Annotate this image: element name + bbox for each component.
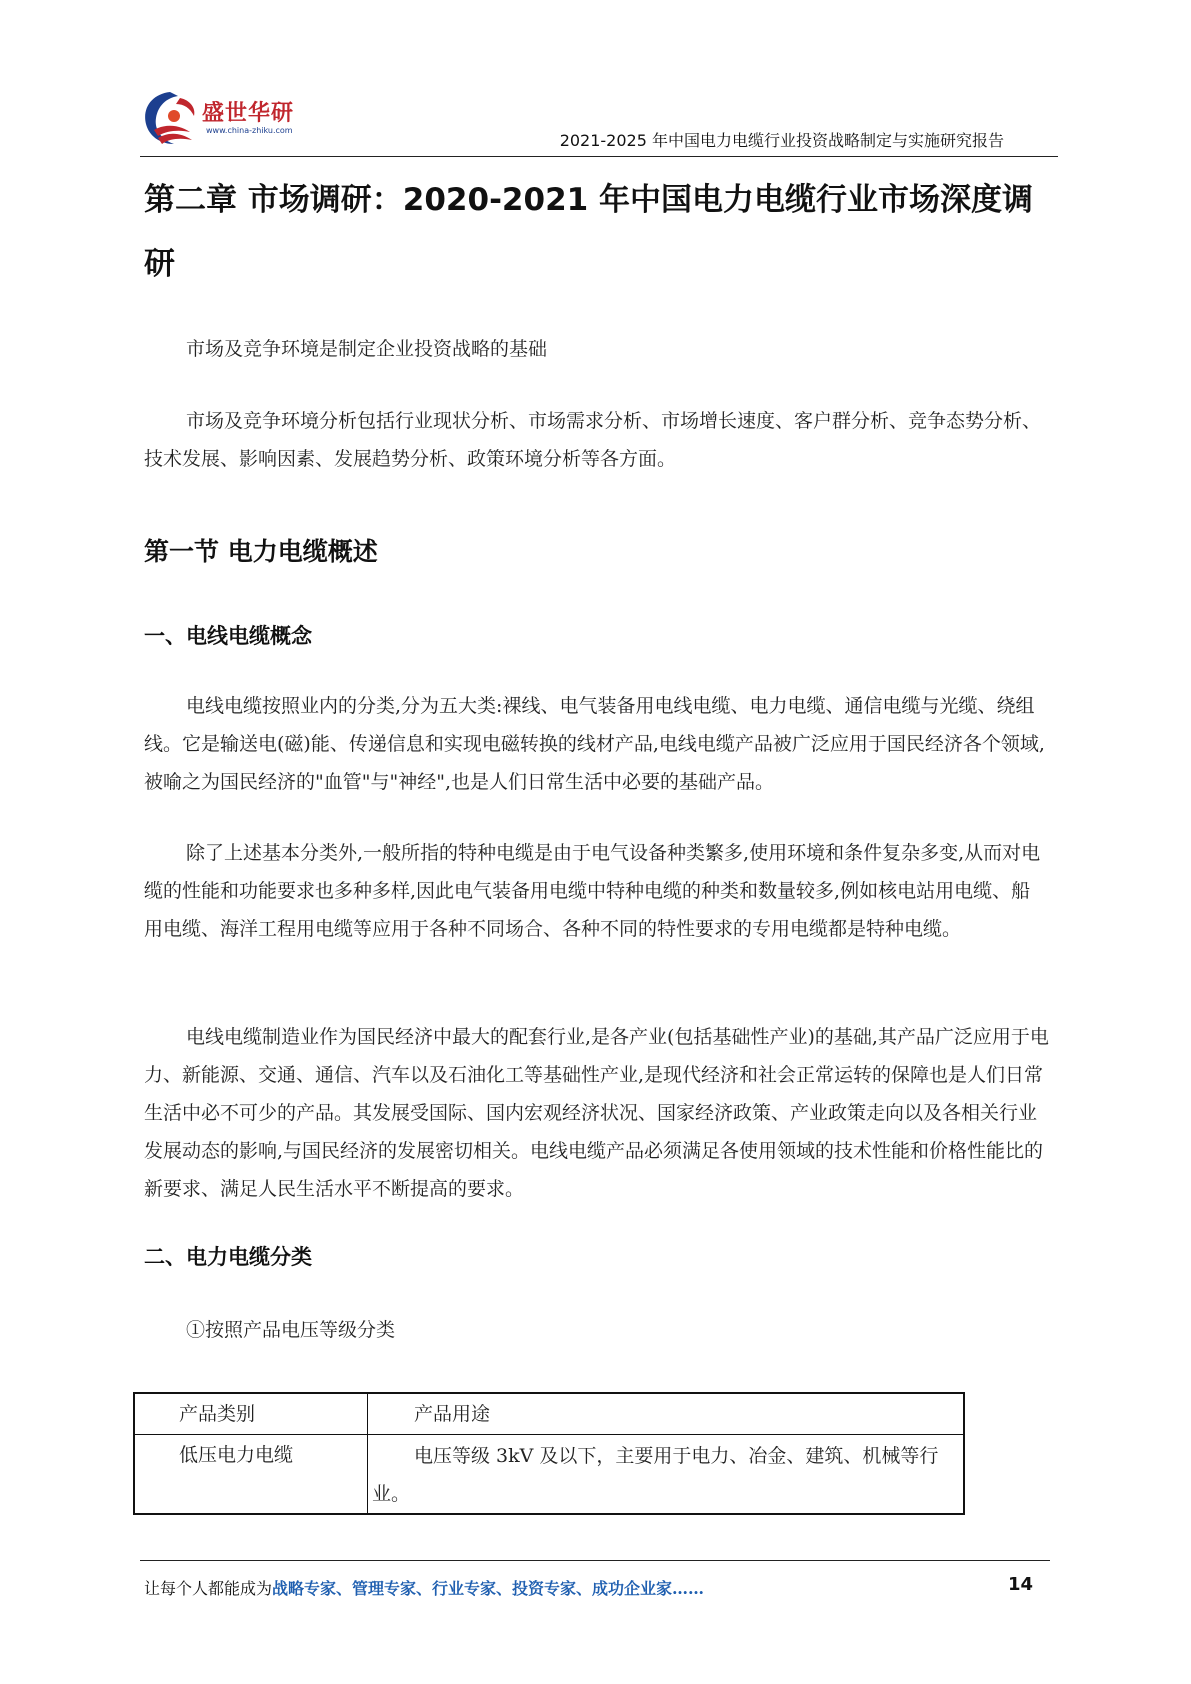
subsection-title-1: 一、电线电缆概念 (144, 624, 312, 648)
footer-slogan-prefix: 让每个人都能成为 (144, 1579, 273, 1598)
classification-note: ①按照产品电压等级分类 (186, 1319, 396, 1341)
body-paragraph-2: 除了上述基本分类外,一般所指的特种电缆是由于电气设备种类繁多,使用环境和条件复杂多变,从而对电缆的性能和功能要求也多种多样,因此电气装备用电缆中特种电缆的种类和数量较多,例如核电站用电缆、船用电缆、海洋工程用电缆等应用于各种不同场合、各种不同的特性要求的专用电缆都是特种电缆。 (144, 842, 1041, 940)
section-title: 第一节 电力电缆概述 (144, 537, 378, 566)
logo-url: www.china-zhiku.com (206, 126, 293, 135)
footer-slogan (144, 1576, 704, 1599)
body-paragraph-3: 电线电缆制造业作为国民经济中最大的配套行业,是各产业(包括基础性产业)的基础,其产品广泛应用于电力、新能源、交通、通信、汽车以及石油化工等基础性产业,是现代经济和社会正常运转的保障也是人们日常生活中必不可少的产品。其发展受国际、国内宏观经济状况、国家经济政策、产业政策走向以及各相关行业发展动态的影响,与国民经济的发展密切相关。电线电缆产品必须满足各使用领域的技术性能和价格性能比的新要求、满足人民生活水平不断提高的要求。 (144, 1026, 1049, 1200)
report-title: 2021-2025 年中国电力电缆行业投资战略制定与实施研究报告 (559, 131, 1004, 150)
page-number: 14 (1008, 1574, 1034, 1595)
intro-paragraph-2: 市场及竞争环境分析包括行业现状分析、市场需求分析、市场增长速度、客户群分析、竞争态势分析、技术发展、影响因素、发展趋势分析、政策环境分析等各方面。 (144, 410, 1042, 470)
table-header-row (134, 1393, 964, 1435)
table-cell: 低压电力电缆 (134, 1435, 368, 1515)
logo-swirl-icon (140, 86, 204, 150)
body-paragraph-1: 电线电缆按照业内的分类,分为五大类:裸线、电气装备用电线电缆、电力电缆、通信电缆与光缆、绕组线。它是输送电(磁)能、传递信息和实现电磁转换的线材产品,电线电缆产品被广泛应用于国民经济各个领域,被喻之为国民经济的"血管"与"神经",也是人们日常生活中必要的基础产品。 (144, 695, 1045, 793)
table-row (134, 1435, 964, 1515)
page-header (140, 80, 1058, 160)
company-logo (140, 86, 330, 150)
logo-name: 盛世华研 (202, 101, 295, 126)
table-header-cell: 产品用途 (368, 1393, 965, 1435)
header-divider (140, 156, 1058, 157)
subsection-title-2: 二、电力电缆分类 (144, 1245, 312, 1269)
table-cell-text: 电压等级 3kV 及以下，主要用于电力、冶金、建筑、机械等行业。 (372, 1445, 939, 1505)
table-cell (368, 1435, 965, 1515)
intro-paragraph-1: 市场及竞争环境是制定企业投资战略的基础 (186, 338, 548, 360)
classification-table (133, 1392, 965, 1515)
table-header-cell: 产品类别 (134, 1393, 368, 1435)
chapter-title: 第二章 市场调研：2020-2021 年中国电力电缆行业市场深度调研 (144, 182, 1034, 282)
footer-slogan-highlight: 战略专家、管理专家、行业专家、投资专家、成功企业家…… (272, 1579, 705, 1598)
footer-divider (140, 1560, 1050, 1561)
